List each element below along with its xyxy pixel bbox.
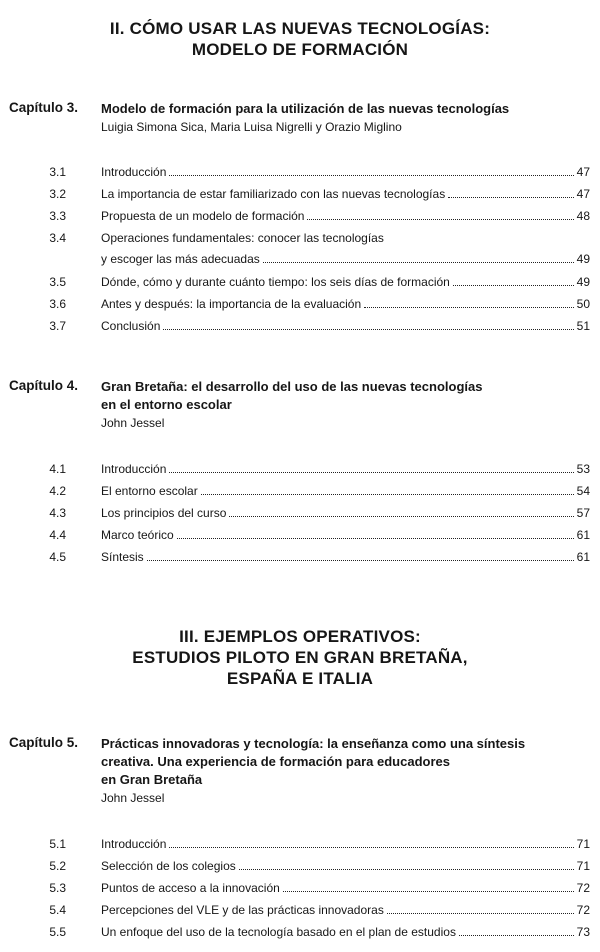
- chapter-title-line: Gran Bretaña: el desarrollo del uso de las nuevas tecnologías: [101, 379, 483, 394]
- chapter-authors: John Jessel: [101, 416, 165, 430]
- chapter-5-entries: [0, 835, 600, 945]
- entry-title: Síntesis: [101, 550, 144, 564]
- section-heading-line: II. CÓMO USAR LAS NUEVAS TECNOLOGÍAS:: [109, 19, 491, 38]
- chapter-authors: Luigia Simona Sica, Maria Luisa Nigrelli y Orazio Miglino: [101, 120, 402, 134]
- entry-page: 51: [576, 319, 590, 333]
- entry-title: El entorno escolar: [101, 484, 198, 498]
- entry-title: Introducción: [101, 165, 167, 179]
- entry-page: 72: [576, 903, 590, 917]
- entry-title: Marco teórico: [101, 528, 174, 542]
- dot-leader: [169, 838, 573, 848]
- entry-title: Introducción: [101, 462, 167, 476]
- toc-entry-3-5[interactable]: [0, 273, 600, 295]
- entry-number: 3.5: [49, 275, 66, 289]
- entry-page: 50: [576, 297, 590, 311]
- entry-number: 3.3: [49, 209, 66, 223]
- entry-title: Propuesta de un modelo de formación: [101, 209, 305, 223]
- entry-page: 48: [576, 209, 590, 223]
- toc-entry-3-4[interactable]: [0, 229, 600, 273]
- dot-leader: [387, 904, 574, 914]
- chapter-label: Capítulo 3.: [9, 100, 79, 115]
- dot-leader: [307, 210, 573, 220]
- entry-number: 4.3: [49, 506, 66, 520]
- entry-title: Selección de los colegios: [101, 859, 236, 873]
- dot-leader: [177, 529, 574, 539]
- chapter-title-line: creativa. Una experiencia de formación para educadores: [101, 754, 450, 769]
- entry-title: Conclusión: [101, 319, 161, 333]
- entry-title: y escoger las más adecuadas: [101, 252, 260, 266]
- chapter-3-entries: [0, 163, 600, 339]
- section-heading-ii: [0, 18, 600, 60]
- toc-entry-3-2[interactable]: [0, 185, 600, 207]
- entry-page: 47: [576, 187, 590, 201]
- entry-number: 5.4: [49, 903, 66, 917]
- entry-number: 3.1: [49, 165, 66, 179]
- entry-page: 54: [576, 484, 590, 498]
- section-heading-iii: [0, 626, 600, 689]
- dot-leader: [239, 860, 574, 870]
- toc-entry-4-2[interactable]: [0, 482, 600, 504]
- entry-page: 57: [576, 506, 590, 520]
- dot-leader: [229, 507, 573, 517]
- dot-leader: [263, 253, 574, 263]
- dot-leader: [448, 188, 573, 198]
- chapter-title: [101, 378, 571, 432]
- dot-leader: [453, 276, 574, 286]
- toc-entry-5-3[interactable]: [0, 879, 600, 901]
- entry-number: 4.4: [49, 528, 66, 542]
- entry-page: 71: [576, 837, 590, 851]
- section-heading-line: MODELO DE FORMACIÓN: [191, 40, 409, 59]
- section-heading-line: ESTUDIOS PILOTO EN GRAN BRETAÑA,: [132, 648, 468, 667]
- dot-leader: [201, 485, 574, 495]
- entry-page: 72: [576, 881, 590, 895]
- toc-entry-5-2[interactable]: [0, 857, 600, 879]
- chapter-authors: John Jessel: [101, 791, 165, 805]
- dot-leader: [459, 926, 574, 936]
- entry-number: 5.5: [49, 925, 66, 939]
- entry-page: 71: [576, 859, 590, 873]
- entry-page: 53: [576, 462, 590, 476]
- section-heading-line: III. EJEMPLOS OPERATIVOS:: [179, 627, 421, 646]
- toc-entry-5-5[interactable]: [0, 923, 600, 945]
- dot-leader: [364, 298, 573, 308]
- entry-page: 73: [576, 925, 590, 939]
- chapter-4-entries: [0, 460, 600, 570]
- chapter-label: Capítulo 5.: [9, 735, 79, 750]
- entry-number: 3.6: [49, 297, 66, 311]
- toc-entry-3-6[interactable]: [0, 295, 600, 317]
- entry-number: 4.5: [49, 550, 66, 564]
- entry-page: 49: [576, 252, 590, 266]
- entry-title: Percepciones del VLE y de las prácticas innovadoras: [101, 903, 384, 917]
- entry-title: Un enfoque del uso de la tecnología basado en el plan de estudios: [101, 925, 456, 939]
- dot-leader: [147, 551, 574, 561]
- chapter-label: Capítulo 4.: [9, 378, 79, 393]
- chapter-title: [101, 100, 571, 136]
- entry-number: 5.1: [49, 837, 66, 851]
- entry-title: Antes y después: la importancia de la evaluación: [101, 297, 362, 311]
- entry-title: La importancia de estar familiarizado con las nuevas tecnologías: [101, 187, 446, 201]
- toc-entry-4-5[interactable]: [0, 548, 600, 570]
- entry-number: 5.3: [49, 881, 66, 895]
- toc-entry-3-1[interactable]: [0, 163, 600, 185]
- toc-entry-5-4[interactable]: [0, 901, 600, 923]
- entry-page: 49: [576, 275, 590, 289]
- toc-entry-3-3[interactable]: [0, 207, 600, 229]
- entry-number: 4.1: [49, 462, 66, 476]
- entry-number: 3.4: [49, 231, 66, 245]
- dot-leader: [283, 882, 574, 892]
- entry-page: 47: [576, 165, 590, 179]
- chapter-title-line: Prácticas innovadoras y tecnología: la enseñanza como una síntesis: [101, 736, 526, 751]
- section-heading-line: ESPAÑA E ITALIA: [226, 669, 374, 688]
- toc-entry-3-7[interactable]: [0, 317, 600, 339]
- chapter-title-line: Modelo de formación para la utilización de las nuevas tecnologías: [101, 101, 510, 116]
- entry-page: 61: [576, 550, 590, 564]
- toc-entry-4-1[interactable]: [0, 460, 600, 482]
- dot-leader: [163, 320, 573, 330]
- dot-leader: [169, 463, 573, 473]
- chapter-title: [101, 735, 571, 807]
- entry-number: 4.2: [49, 484, 66, 498]
- entry-number: 5.2: [49, 859, 66, 873]
- entry-title: Dónde, cómo y durante cuánto tiempo: los seis días de formación: [101, 275, 450, 289]
- entry-number: 3.7: [49, 319, 66, 333]
- chapter-title-line: en Gran Bretaña: [101, 772, 203, 787]
- toc-entry-4-4[interactable]: [0, 526, 600, 548]
- entry-number: 3.2: [49, 187, 66, 201]
- entry-page: 61: [576, 528, 590, 542]
- entry-title-line1: Operaciones fundamentales: conocer las tecnologías: [101, 231, 384, 245]
- dot-leader: [169, 166, 573, 176]
- toc-entry-4-3[interactable]: [0, 504, 600, 526]
- chapter-title-line: en el entorno escolar: [101, 397, 232, 412]
- toc-entry-5-1[interactable]: [0, 835, 600, 857]
- entry-title: Puntos de acceso a la innovación: [101, 881, 280, 895]
- entry-title: Los principios del curso: [101, 506, 227, 520]
- entry-title: Introducción: [101, 837, 167, 851]
